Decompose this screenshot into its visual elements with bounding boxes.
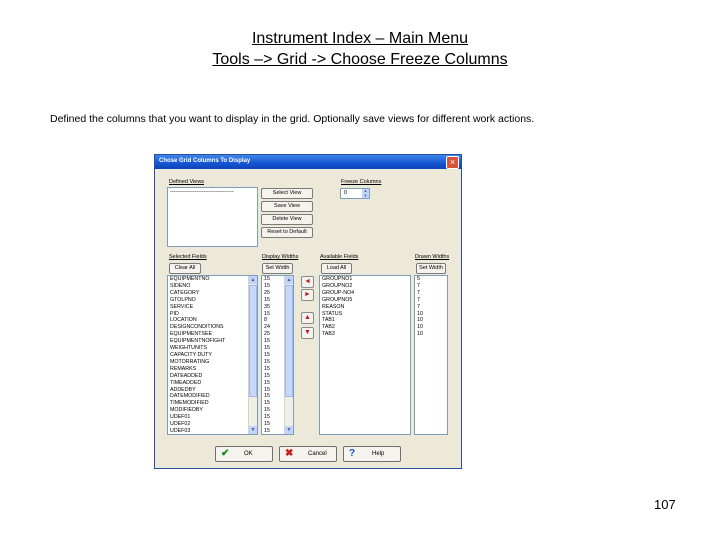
select-view-button[interactable]: Select View: [261, 188, 313, 199]
list-item[interactable]: 15: [264, 345, 270, 352]
set-width-button-2[interactable]: Set Width: [416, 263, 446, 274]
list-item[interactable]: STATUS: [322, 310, 343, 317]
available-fields-items: [320, 276, 410, 338]
display-widths-scrollbar[interactable]: [284, 276, 293, 434]
selected-fields-items: [168, 276, 257, 435]
list-item[interactable]: 35: [264, 303, 270, 310]
scroll-down-icon[interactable]: ▼: [250, 427, 256, 433]
list-item[interactable]: ADDEDBY: [170, 386, 196, 393]
scroll-up-icon[interactable]: ▲: [286, 277, 292, 283]
freeze-columns-spinner[interactable]: [340, 188, 370, 199]
defined-views-label: Defined Views: [169, 179, 205, 185]
list-item[interactable]: 7: [417, 303, 420, 310]
list-item[interactable]: DESIGNCONDITIONS: [170, 324, 224, 331]
slide-subtitle: Tools –> Grid -> Choose Freeze Columns: [212, 51, 508, 68]
list-item[interactable]: 24: [264, 324, 270, 331]
ok-button[interactable]: [215, 446, 273, 462]
list-item[interactable]: 25: [264, 289, 270, 296]
list-item[interactable]: 10: [417, 310, 423, 317]
list-item[interactable]: SIDENO: [170, 282, 191, 289]
delete-view-button[interactable]: Delete View: [261, 214, 313, 225]
list-item[interactable]: EQUIPMENTSEE: [170, 331, 213, 338]
list-item[interactable]: TAB2: [322, 324, 335, 331]
cancel-x-icon: ✖: [285, 448, 294, 459]
freeze-columns-label: Freeze Columns: [341, 179, 382, 185]
list-item[interactable]: 7: [417, 296, 420, 303]
list-item[interactable]: 10: [417, 317, 423, 324]
list-item[interactable]: GROUP-NO4: [322, 289, 355, 296]
list-item[interactable]: LOCATION: [170, 317, 197, 324]
list-item[interactable]: 7: [417, 282, 420, 289]
help-icon: ?: [349, 448, 356, 459]
list-item[interactable]: REASON: [322, 303, 345, 310]
list-item[interactable]: TAB1: [322, 317, 335, 324]
list-item[interactable]: 15: [264, 407, 270, 414]
save-view-button[interactable]: Save View: [261, 201, 313, 212]
set-width-button[interactable]: Set Width: [262, 263, 293, 274]
list-item[interactable]: EQUIPMENTNOFIGHT: [170, 338, 226, 345]
list-item[interactable]: 15: [264, 310, 270, 317]
reset-to-default-button[interactable]: Reset to Default: [261, 227, 313, 238]
available-fields-list[interactable]: [319, 275, 411, 435]
slide-description: Defined the columns that you want to display in the grid. Optionally save views for different work actions.: [50, 113, 535, 125]
list-item[interactable]: 25: [264, 331, 270, 338]
list-item[interactable]: WEIGHTUNITS: [170, 345, 208, 352]
list-item[interactable]: 15: [264, 351, 270, 358]
scroll-up-icon[interactable]: ▲: [250, 277, 256, 283]
selected-fields-scrollbar[interactable]: [248, 276, 257, 434]
drawn-widths-list[interactable]: [414, 275, 448, 435]
defined-views-selected[interactable]: ------------------------------------: [170, 189, 234, 195]
list-item[interactable]: 15: [264, 414, 270, 421]
cancel-button[interactable]: [279, 446, 337, 462]
list-item[interactable]: 10: [417, 324, 423, 331]
list-item[interactable]: MOTORRATING: [170, 358, 210, 365]
list-item[interactable]: 15: [264, 393, 270, 400]
list-item[interactable]: 8: [264, 317, 267, 324]
list-item[interactable]: CAPACITY DUTY: [170, 351, 212, 358]
list-item[interactable]: 10: [417, 331, 423, 338]
list-item[interactable]: MODIFIEDBY: [170, 407, 203, 414]
list-item[interactable]: EQUIPMENTNO: [170, 276, 210, 282]
scroll-thumb[interactable]: [249, 285, 257, 397]
available-fields-label: Available Fields: [320, 254, 359, 260]
selected-fields-label: Selected Fields: [169, 254, 207, 260]
list-item[interactable]: 15: [264, 358, 270, 365]
scroll-thumb[interactable]: [285, 285, 293, 397]
dialog-titlebar[interactable]: [155, 155, 461, 169]
selected-fields-list[interactable]: [167, 275, 258, 435]
list-item[interactable]: GROUPNO5: [322, 296, 353, 303]
arrow-left-icon[interactable]: ◄: [301, 276, 314, 288]
close-icon[interactable]: ×: [446, 156, 459, 169]
list-item[interactable]: PID: [170, 310, 179, 317]
list-item[interactable]: 7: [417, 289, 420, 296]
list-item[interactable]: DATEMODIFIED: [170, 393, 210, 400]
list-item[interactable]: SERVICE: [170, 303, 194, 310]
defined-views-list[interactable]: [167, 187, 258, 247]
list-item[interactable]: 15: [264, 379, 270, 386]
help-label: Help: [372, 451, 385, 457]
list-item[interactable]: 15: [264, 282, 270, 289]
load-all-button[interactable]: Load All: [321, 263, 352, 274]
ok-label: OK: [244, 451, 253, 457]
display-widths-list[interactable]: [261, 275, 294, 435]
list-item[interactable]: CATEGORY: [170, 289, 200, 296]
dialog-title: Chose Grid Columns To Display: [159, 158, 251, 164]
list-item[interactable]: DATEADDED: [170, 372, 203, 379]
list-item[interactable]: 5: [417, 276, 420, 282]
list-item[interactable]: GROUPNO2: [322, 282, 353, 289]
checkmark-icon: ✔: [221, 448, 230, 459]
drawn-widths-label: Drawn Widths: [415, 254, 450, 260]
list-item[interactable]: REMARKS: [170, 365, 197, 372]
list-item[interactable]: 15: [264, 427, 270, 434]
page-number: 107: [654, 497, 676, 512]
list-item[interactable]: 15: [264, 365, 270, 372]
list-item[interactable]: UDEF01: [170, 414, 191, 421]
arrow-right-icon[interactable]: ►: [301, 289, 314, 301]
list-item[interactable]: 15: [264, 276, 270, 282]
list-item[interactable]: GROUPNO1: [322, 276, 353, 282]
list-item[interactable]: 15: [264, 400, 270, 407]
slide-title: Instrument Index – Main Menu: [251, 30, 469, 47]
list-item[interactable]: TAB3: [322, 331, 335, 338]
clear-all-button[interactable]: Clear All: [169, 263, 201, 274]
list-item[interactable]: UDEF02: [170, 421, 191, 428]
display-widths-label: Display Widths: [262, 254, 299, 260]
choose-grid-columns-dialog: [154, 154, 462, 469]
list-item[interactable]: 15: [264, 421, 270, 428]
help-button[interactable]: [343, 446, 401, 462]
arrow-up-icon[interactable]: ▲: [301, 312, 314, 324]
list-item[interactable]: GTOLPNO: [170, 296, 196, 303]
list-item[interactable]: 15: [264, 386, 270, 393]
drawn-widths-items: [415, 276, 447, 338]
arrow-down-icon[interactable]: ▼: [301, 327, 314, 339]
list-item[interactable]: TIMEMODIFIED: [170, 400, 209, 407]
list-item[interactable]: 15: [264, 296, 270, 303]
scroll-down-icon[interactable]: ▼: [286, 427, 292, 433]
spinner-arrows-icon[interactable]: ▲ ▼: [363, 188, 368, 198]
list-item[interactable]: 15: [264, 372, 270, 379]
freeze-columns-value: 0: [344, 190, 347, 196]
list-item[interactable]: TIMEADDED: [170, 379, 202, 386]
cancel-label: Cancel: [308, 451, 327, 457]
list-item[interactable]: UDEF03: [170, 427, 191, 434]
list-item[interactable]: 15: [264, 338, 270, 345]
